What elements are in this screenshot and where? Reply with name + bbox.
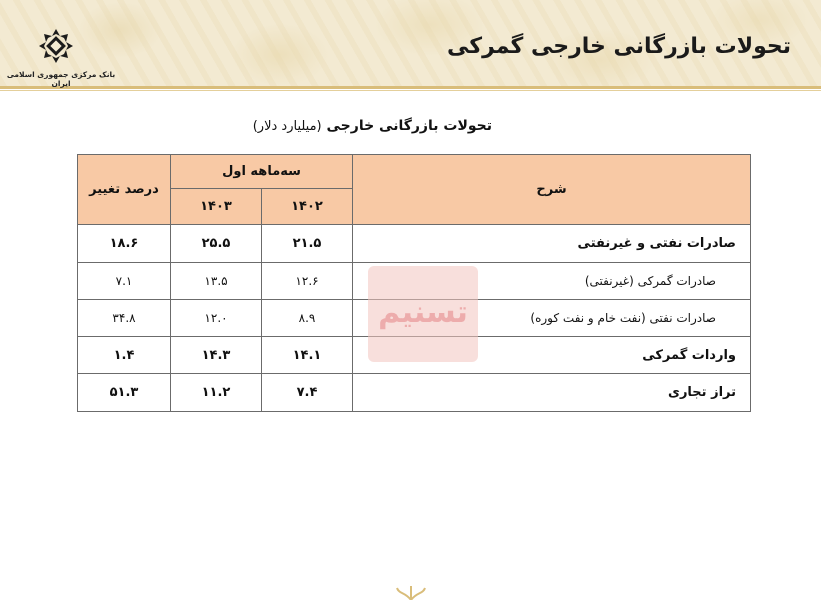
table-row	[78, 225, 751, 263]
row-value-1403: ۱۴.۳	[171, 337, 262, 374]
table-title-main: تحولات بازرگانی خارجی	[326, 118, 492, 134]
row-label: صادرات گمرکی (غیرنفتی)	[353, 263, 751, 300]
logo-caption: بانک مرکزی جمهوری اسلامی ایران	[6, 70, 116, 88]
row-change: ۵۱.۳	[78, 374, 171, 412]
row-value-1403: ۱۳.۵	[171, 263, 262, 300]
ornament-icon	[395, 584, 427, 600]
row-label: صادرات نفتی (نفت خام و نفت کوره)	[353, 300, 751, 337]
row-label: تراز تجاری	[353, 374, 751, 412]
table-row	[78, 374, 751, 412]
row-change: ۳۴.۸	[78, 300, 171, 337]
row-label: صادرات نفتی و غیرنفتی	[353, 225, 751, 263]
row-value-1403: ۲۵.۵	[171, 225, 262, 263]
tasnim-watermark-icon	[368, 266, 478, 362]
header-divider	[0, 86, 821, 89]
watermark-text: تسنیم	[378, 295, 468, 330]
row-label: واردات گمرکی	[353, 337, 751, 374]
row-change: ۱۸.۶	[78, 225, 171, 263]
table-title	[0, 118, 492, 134]
header-description: شرح	[353, 155, 751, 225]
central-bank-logo-icon	[38, 28, 74, 64]
row-value-1402: ۱۴.۱	[262, 337, 353, 374]
header-change: درصد تغییر	[78, 155, 171, 225]
row-value-1402: ۱۲.۶	[262, 263, 353, 300]
page-title: تحولات بازرگانی خارجی گمرکی	[447, 34, 791, 59]
row-change: ۱.۴	[78, 337, 171, 374]
row-value-1403: ۱۱.۲	[171, 374, 262, 412]
header-period: سه‌ماهه اول	[171, 155, 353, 189]
row-value-1402: ۲۱.۵	[262, 225, 353, 263]
row-value-1402: ۷.۴	[262, 374, 353, 412]
header-divider-thin	[0, 90, 821, 91]
row-value-1403: ۱۲.۰	[171, 300, 262, 337]
row-value-1402: ۸.۹	[262, 300, 353, 337]
header-year-1403: ۱۴۰۳	[171, 189, 262, 225]
table-title-unit: (میلیارد دلار)	[252, 119, 322, 134]
table-header-row	[78, 155, 751, 189]
header-year-1402: ۱۴۰۲	[262, 189, 353, 225]
row-change: ۷.۱	[78, 263, 171, 300]
